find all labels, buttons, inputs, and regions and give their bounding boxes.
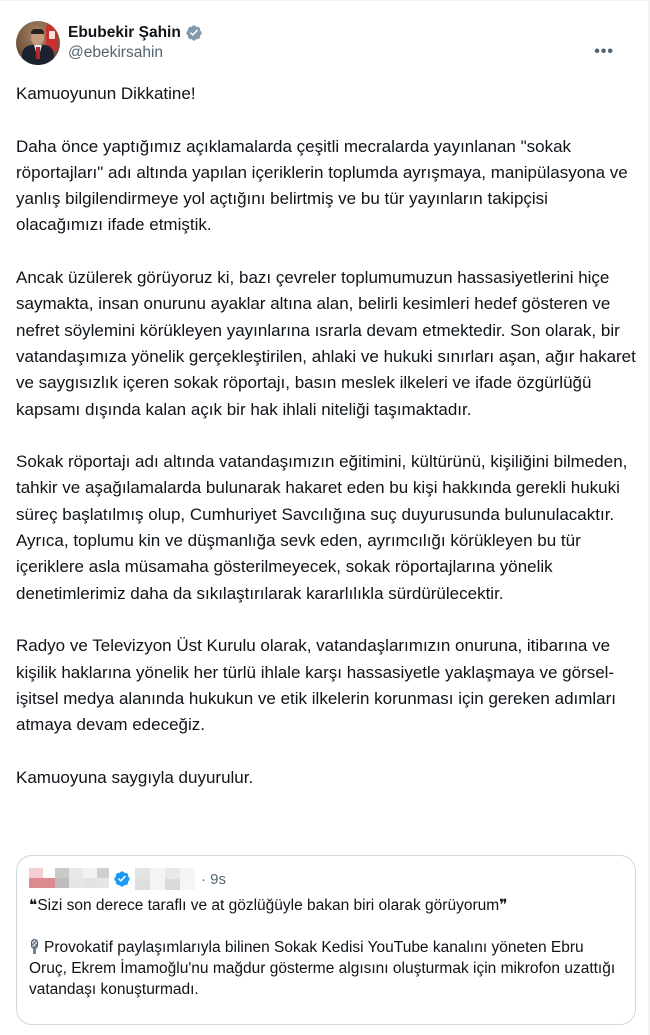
- pixelated-author-name: [29, 868, 109, 890]
- quoted-tweet[interactable]: [16, 855, 636, 1025]
- quoted-line: ❝Sizi son derece taraflı ve at gözlüğüyle bakan biri olarak görüyorum❞: [29, 897, 508, 914]
- paragraph: Daha önce yaptığımız açıklamalarda çeşitli mecralarda yayınlanan "sokak röportajları" adı altında yapılan içeriklerin toplumda ayrışmaya, manipülasyona ve yanlış bilgilendirmeye yol açtığını belirtmiş ve bu tür yayınların takipçisi olacağımızı ifade etmiştik.: [16, 136, 628, 235]
- author-handle[interactable]: @ebekirsahin: [68, 44, 164, 61]
- quoted-body: Provokatif paylaşımlarıyla bilinen Sokak Kedisi YouTube kanalını yöneten Ebru Oruç, Ekrem İmamoğlu'nu mağdur gösterme algısını oluşturmak için mikrofon uzattığı vatandaşı konuşturmadı.: [29, 939, 616, 998]
- name-row: [68, 23, 203, 43]
- paragraph-closing: Kamuoyuna saygıyla duyurulur.: [16, 767, 254, 787]
- quoted-body-paragraph: [29, 937, 623, 1000]
- microphone-icon: [29, 939, 40, 954]
- avatar-tie: [36, 47, 40, 59]
- pixelated-handle: [135, 868, 195, 890]
- quoted-tweet-header: [29, 868, 623, 890]
- author-info: [68, 23, 203, 63]
- avatar-hair: [31, 29, 44, 34]
- paragraph: Sokak röportajı adı altında vatandaşımızın eğitimini, kültürünü, kişiliğini bilmeden, tahkir ve aşağılamalarda bulunarak hakaret eden bu kişi hakkında gerekli hukuki süreç başlatılmış olup, Cumhuriyet Savcılığına suç duyurusunda bulunulacaktır. Ayrıca, toplumu kin ve düşmanlığa sevk eden, ayrımcılığı körükleyen bu tür içeriklere asla müsamaha gösterilmeyecek, sokak röportajlarına yönelik denetimlerimiz daha da sıkılaştırılarak kararlılıkla sürdürülecektir.: [16, 452, 628, 603]
- paragraph: Ancak üzülerek görüyoruz ki, bazı çevreler toplumumuzun hassasiyetlerini hiçe saymakta, insan onurunu ayaklar altına alan, belirli kesimleri hedef gösteren ve nefret söylemini körükleyen yayınlarına ısrarla devam etmektedir. Son olarak, bir vatandaşımıza yönelik gerçekleştirilen, ahlaki ve hukuki sınırları aşan, ağır hakaret ve saygısızlık içeren sokak röportajı, basın meslek ilkeleri ve ifade özgürlüğü kapsamı dışında kalan açık bir hak ihlali niteliği taşımaktadır.: [16, 268, 636, 419]
- more-options-icon[interactable]: •••: [594, 43, 614, 60]
- verified-badge-icon: [113, 870, 131, 888]
- tweet-header: [16, 21, 632, 65]
- tweet-text: [16, 81, 636, 791]
- quoted-tweet-time[interactable]: · 9s: [201, 870, 227, 888]
- verified-badge-icon: [185, 24, 203, 42]
- paragraph: Radyo ve Televizyon Üst Kurulu olarak, vatandaşlarımızın onuruna, itibarına ve kişilik haklarına yönelik her türlü ihlale karşı hassasiyetle yaklaşmaya ve görsel-işitsel medya alanında hukukun ve etik ilkelerin korunması için gereken adımları atmaya devam edeceğiz.: [16, 636, 617, 735]
- avatar[interactable]: [16, 21, 60, 65]
- paragraph-heading: Kamuoyunun Dikkatine!: [16, 84, 196, 103]
- quoted-tweet-text: [29, 895, 623, 1000]
- display-name[interactable]: Ebubekir Şahin: [68, 24, 181, 41]
